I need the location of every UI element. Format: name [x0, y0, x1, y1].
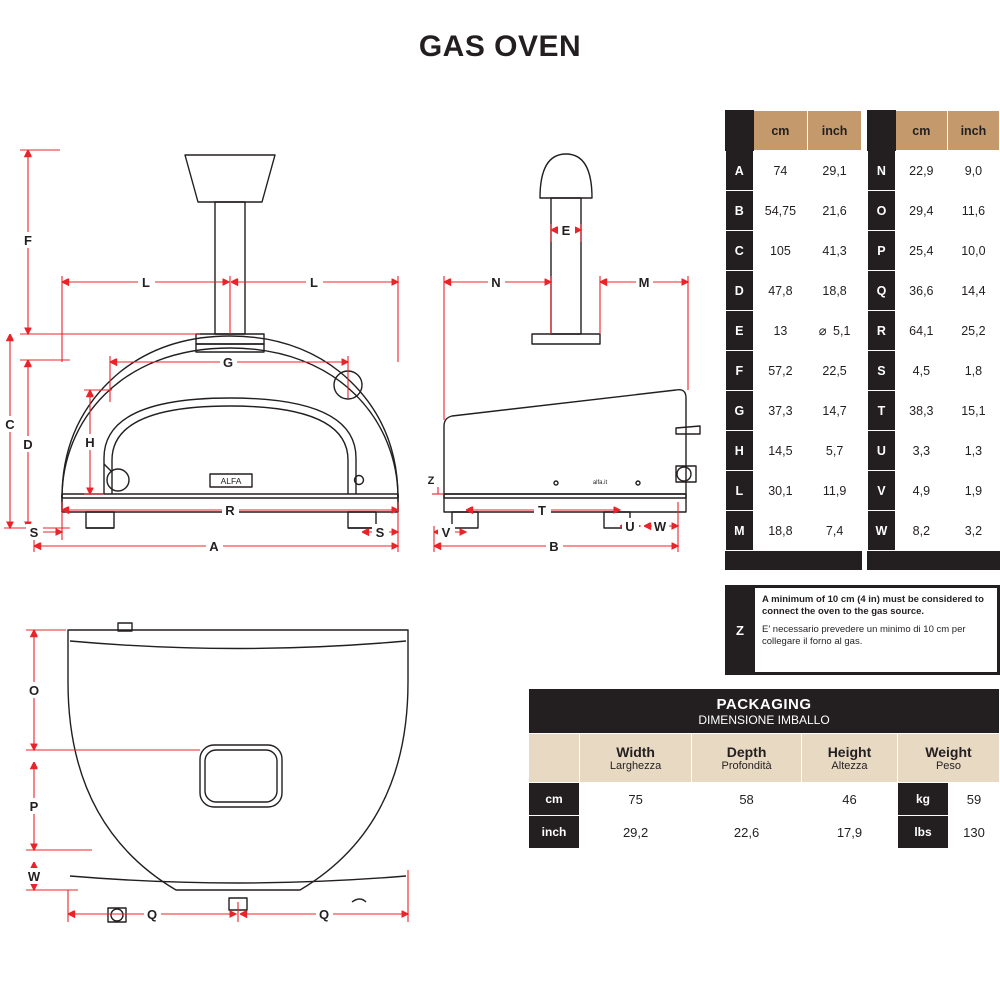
row-label: R [868, 311, 896, 351]
row-cm: 22,9 [895, 151, 947, 191]
table-row [726, 351, 862, 391]
row-cm: 36,6 [895, 271, 947, 311]
table-row [868, 431, 1000, 471]
row-label: S [868, 351, 896, 391]
row-inch: 9,0 [947, 151, 999, 191]
row-cm: 29,4 [895, 191, 947, 231]
row-cm: 57,2 [753, 351, 808, 391]
row-inch: 25,2 [947, 311, 999, 351]
col-weight-en: Weight [925, 744, 972, 760]
packaging-col-weight [898, 734, 1000, 783]
table-row [868, 191, 1000, 231]
brand-label-small: alfa.it [592, 480, 608, 486]
col-height-en: Height [827, 744, 872, 760]
svg-text:D: D [23, 437, 33, 452]
table-row [868, 391, 1000, 431]
row-inch: 15,1 [947, 391, 999, 431]
svg-text:U: U [625, 519, 635, 534]
table-row [868, 231, 1000, 271]
packaging-depth: 22,6 [692, 816, 802, 849]
unit-header-cm: cm [895, 111, 947, 151]
row-cm: 14,5 [753, 431, 808, 471]
row-cm: 38,3 [895, 391, 947, 431]
row-cm: 18,8 [753, 511, 808, 551]
dimension-table-right [867, 110, 1000, 551]
table-row [868, 311, 1000, 351]
row-cm: 4,5 [895, 351, 947, 391]
svg-text:C: C [5, 417, 15, 432]
row-inch: 7,4 [808, 511, 862, 551]
row-cm: 47,8 [753, 271, 808, 311]
row-label: P [868, 231, 896, 271]
row-inch: 1,9 [947, 471, 999, 511]
table-row [868, 271, 1000, 311]
row-inch: 18,8 [808, 271, 862, 311]
packaging-width: 75 [580, 783, 692, 816]
packaging-header-row [529, 734, 1000, 783]
row-label: A [726, 151, 754, 191]
row-label: O [868, 191, 896, 231]
svg-text:B: B [549, 539, 559, 554]
row-inch: 5,7 [808, 431, 862, 471]
packaging-row-inch [529, 816, 1000, 849]
row-cm: 3,3 [895, 431, 947, 471]
packaging-col-height [801, 734, 897, 783]
note-label: Z [736, 622, 744, 638]
table-row [726, 271, 862, 311]
row-inch: 21,6 [808, 191, 862, 231]
row-label: N [868, 151, 896, 191]
svg-text:W: W [27, 869, 41, 884]
table-row [868, 151, 1000, 191]
col-width-en: Width [616, 744, 655, 760]
row-label: U [868, 431, 896, 471]
row-cm: 54,75 [753, 191, 808, 231]
row-inch: 14,7 [808, 391, 862, 431]
table-header-row [726, 111, 862, 151]
gas-connection-note [725, 585, 1000, 675]
corner-cell [726, 111, 754, 151]
row-label: W [868, 511, 896, 551]
row-label: B [726, 191, 754, 231]
svg-text:T: T [538, 503, 546, 518]
svg-text:Q: Q [146, 907, 158, 922]
packaging-title: PACKAGING [716, 695, 812, 713]
packaging-table [528, 688, 1000, 849]
svg-text:M: M [638, 275, 650, 290]
packaging-width: 29,2 [580, 816, 692, 849]
svg-text:Q: Q [318, 907, 330, 922]
unit-header-inch: inch [947, 111, 999, 151]
row-inch: 1,3 [947, 431, 999, 471]
packaging-col-width [580, 734, 692, 783]
svg-text:L: L [310, 275, 318, 290]
table-row [868, 351, 1000, 391]
packaging-weight: 130 [949, 816, 1000, 849]
table-row [726, 151, 862, 191]
svg-text:S: S [375, 525, 385, 540]
row-inch: 1,8 [947, 351, 999, 391]
row-label: L [726, 471, 754, 511]
packaging-weight-unit: lbs [898, 816, 949, 849]
unit-header-cm: cm [753, 111, 808, 151]
packaging-weight: 59 [949, 783, 1000, 816]
row-inch: 22,5 [808, 351, 862, 391]
table-row [726, 431, 862, 471]
packaging-subtitle: DIMENSIONE IMBALLO [698, 712, 830, 727]
note-line-it: E' necessario prevedere un minimo di 10 cm per collegare il forno al gas. [762, 624, 966, 647]
row-cm: 105 [753, 231, 808, 271]
svg-text:S: S [29, 525, 39, 540]
row-inch: 29,1 [808, 151, 862, 191]
row-cm: 25,4 [895, 231, 947, 271]
col-depth-it: Profondità [721, 760, 772, 772]
row-label: C [726, 231, 754, 271]
row-inch-diameter [808, 311, 862, 351]
packaging-title-cell [529, 689, 1000, 734]
svg-text:A: A [209, 539, 219, 554]
row-cm: 8,2 [895, 511, 947, 551]
note-body [755, 588, 997, 672]
unit-header-inch: inch [808, 111, 862, 151]
row-inch: 11,6 [947, 191, 999, 231]
packaging-col-depth [692, 734, 802, 783]
packaging-title-row [529, 689, 1000, 734]
table-row [726, 231, 862, 271]
row-label: Q [868, 271, 896, 311]
corner-cell [868, 111, 896, 151]
row-cm: 4,9 [895, 471, 947, 511]
table-row [726, 311, 862, 351]
table-header-row [868, 111, 1000, 151]
packaging-unit: inch [529, 816, 580, 849]
row-label: F [726, 351, 754, 391]
row-label: T [868, 391, 896, 431]
row-label: E [726, 311, 754, 351]
packaging-height: 46 [801, 783, 897, 816]
row-label: V [868, 471, 896, 511]
packaging-height: 17,9 [801, 816, 897, 849]
row-label: M [726, 511, 754, 551]
packaging-corner-cell [529, 734, 580, 783]
svg-text:E: E [561, 223, 571, 238]
row-inch: 11,9 [808, 471, 862, 511]
diameter-icon: ⌀ [818, 322, 827, 338]
row-label: H [726, 431, 754, 471]
row-cm: 64,1 [895, 311, 947, 351]
packaging-depth: 58 [692, 783, 802, 816]
svg-text:H: H [85, 435, 95, 450]
table-row [726, 511, 862, 551]
packaging-weight-unit: kg [898, 783, 949, 816]
dimension-table-left [725, 110, 862, 551]
svg-text:N: N [491, 275, 501, 290]
svg-text:L: L [142, 275, 150, 290]
row-cm: 13 [753, 311, 808, 351]
col-width-it: Larghezza [609, 760, 662, 772]
svg-text:F: F [24, 233, 32, 248]
col-depth-en: Depth [726, 744, 767, 760]
table-row [726, 391, 862, 431]
table-row [726, 471, 862, 511]
svg-text:Z: Z [427, 475, 435, 487]
row-inch: 41,3 [808, 231, 862, 271]
row-inch: 14,4 [947, 271, 999, 311]
svg-text:P: P [29, 799, 39, 814]
row-inch: 3,2 [947, 511, 999, 551]
row-label: D [726, 271, 754, 311]
col-height-it: Altezza [831, 760, 868, 772]
svg-text:O: O [28, 683, 40, 698]
col-weight-it: Peso [935, 760, 962, 772]
note-line-en: A minimum of 10 cm (4 in) must be considered to connect the oven to the gas source. [762, 594, 984, 617]
row-inch: 5,1 [833, 323, 851, 338]
row-inch: 10,0 [947, 231, 999, 271]
table-row [726, 191, 862, 231]
page-title: GAS OVEN [418, 30, 582, 63]
table-row [868, 471, 1000, 511]
svg-text:R: R [225, 503, 235, 518]
row-cm: 30,1 [753, 471, 808, 511]
svg-text:W: W [653, 519, 667, 534]
brand-label: ALFA [220, 476, 242, 486]
svg-text:V: V [441, 525, 451, 540]
packaging-row-cm [529, 783, 1000, 816]
svg-text:G: G [222, 355, 234, 370]
row-cm: 74 [753, 151, 808, 191]
row-label: G [726, 391, 754, 431]
table-row [868, 511, 1000, 551]
row-cm: 37,3 [753, 391, 808, 431]
packaging-unit: cm [529, 783, 580, 816]
